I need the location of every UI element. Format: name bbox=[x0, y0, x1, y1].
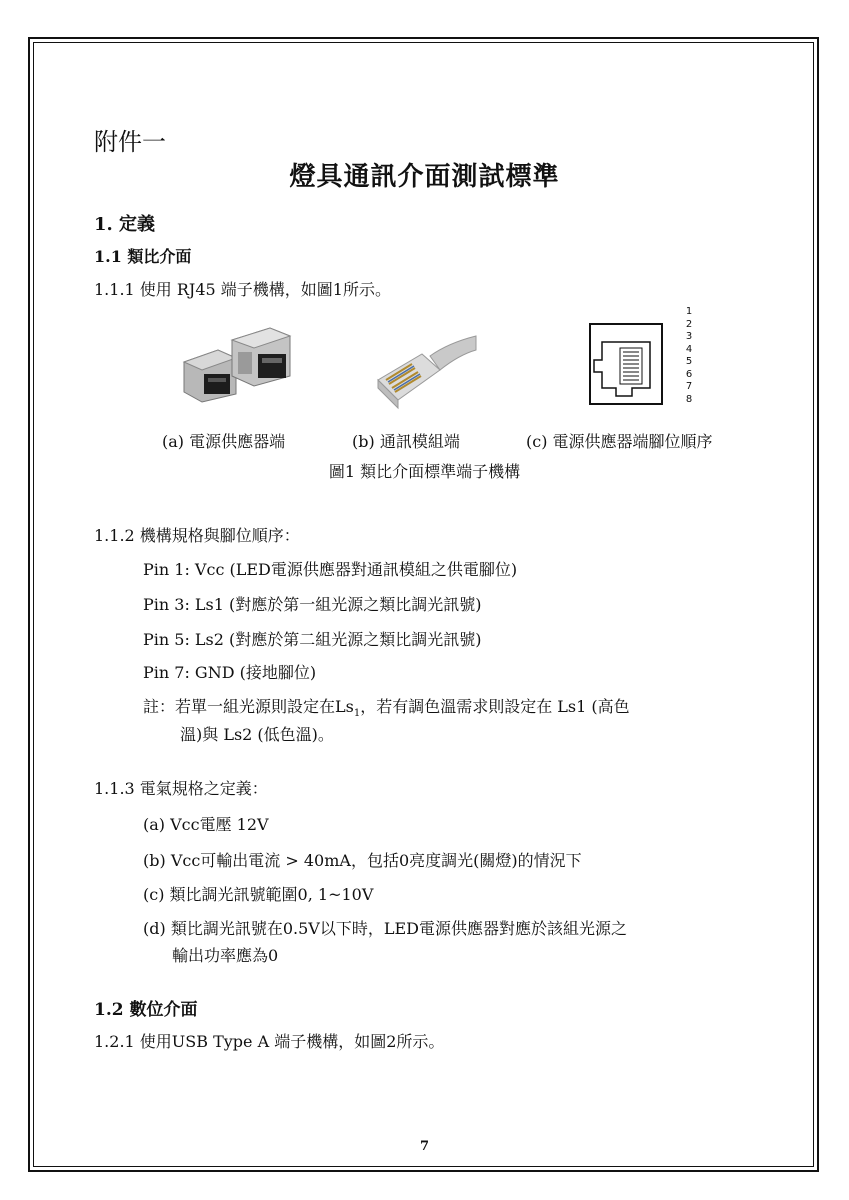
spec-item-a: (a) Vcc電壓 12V bbox=[143, 815, 269, 834]
spec-item-c: (c) 類比調光訊號範圍0, 1~10V bbox=[143, 885, 374, 904]
pin-number: 8 bbox=[685, 393, 693, 405]
annex-label: 附件一 bbox=[94, 128, 166, 156]
rj45-jack-image bbox=[178, 322, 298, 404]
section-heading-definition: 1. 定義 bbox=[94, 214, 156, 235]
pin-1-definition: Pin 1: Vcc (LED電源供應器對通訊模組之供電腳位) bbox=[143, 560, 518, 579]
pin-number-list bbox=[683, 306, 695, 406]
figure-caption-c: (c) 電源供應器端腳位順序 bbox=[526, 432, 713, 451]
note-text-part1: 註：若單一組光源則設定在Ls bbox=[143, 697, 354, 716]
figure-caption-b: (b) 通訊模組端 bbox=[352, 432, 460, 451]
pin-5-definition: Pin 5: Ls2 (對應於第二組光源之類比調光訊號) bbox=[143, 630, 482, 649]
pin-number: 2 bbox=[685, 318, 693, 330]
pin-number: 6 bbox=[685, 368, 693, 380]
spec-item-b: (b) Vcc可輸出電流 > 40mA，包括0亮度調光(關燈)的情況下 bbox=[143, 851, 582, 870]
subsection-heading-analog: 1.1 類比介面 bbox=[94, 247, 192, 266]
page-number: 7 bbox=[419, 1139, 430, 1154]
pin-3-definition: Pin 3: Ls1 (對應於第一組光源之類比調光訊號) bbox=[143, 595, 482, 614]
note-subscript: 1 bbox=[353, 708, 361, 720]
page-title: 燈具通訊介面測試標準 bbox=[289, 162, 560, 192]
subsection-heading-digital: 1.2 數位介面 bbox=[94, 1000, 198, 1020]
paragraph-1-1-3: 1.1.3 電氣規格之定義： bbox=[94, 779, 268, 798]
paragraph-1-2-1: 1.2.1 使用USB Type A 端子機構，如圖2所示。 bbox=[94, 1032, 445, 1051]
figure-caption-a: (a) 電源供應器端 bbox=[162, 432, 286, 451]
pin-number: 3 bbox=[685, 331, 693, 342]
pin-number: 5 bbox=[685, 356, 693, 367]
figure-title: 圖1 類比介面標準端子機構 bbox=[328, 462, 521, 481]
pin-7-definition: Pin 7: GND (接地腳位) bbox=[143, 663, 317, 682]
rj45-pin-diagram bbox=[586, 320, 666, 408]
rj45-plug-image bbox=[372, 326, 478, 416]
pin-number: 1 bbox=[685, 306, 693, 317]
paragraph-1-1-1: 1.1.1 使用 RJ45 端子機構，如圖1所示。 bbox=[94, 280, 391, 299]
pin-number: 4 bbox=[685, 343, 693, 355]
spec-item-d-line2: 輸出功率應為0 bbox=[172, 946, 279, 965]
spec-item-d-line1: (d) 類比調光訊號在0.5V以下時，LED電源供應器對應於該組光源之 bbox=[143, 919, 627, 938]
note-line-1 bbox=[143, 694, 630, 719]
pin-number: 7 bbox=[685, 381, 693, 392]
paragraph-1-1-2: 1.1.2 機構規格與腳位順序： bbox=[94, 526, 300, 545]
note-line-2: 溫)與 Ls2 (低色溫)。 bbox=[180, 725, 334, 744]
note-text-part2: ，若有調色溫需求則設定在 Ls1 (高色 bbox=[360, 697, 630, 716]
